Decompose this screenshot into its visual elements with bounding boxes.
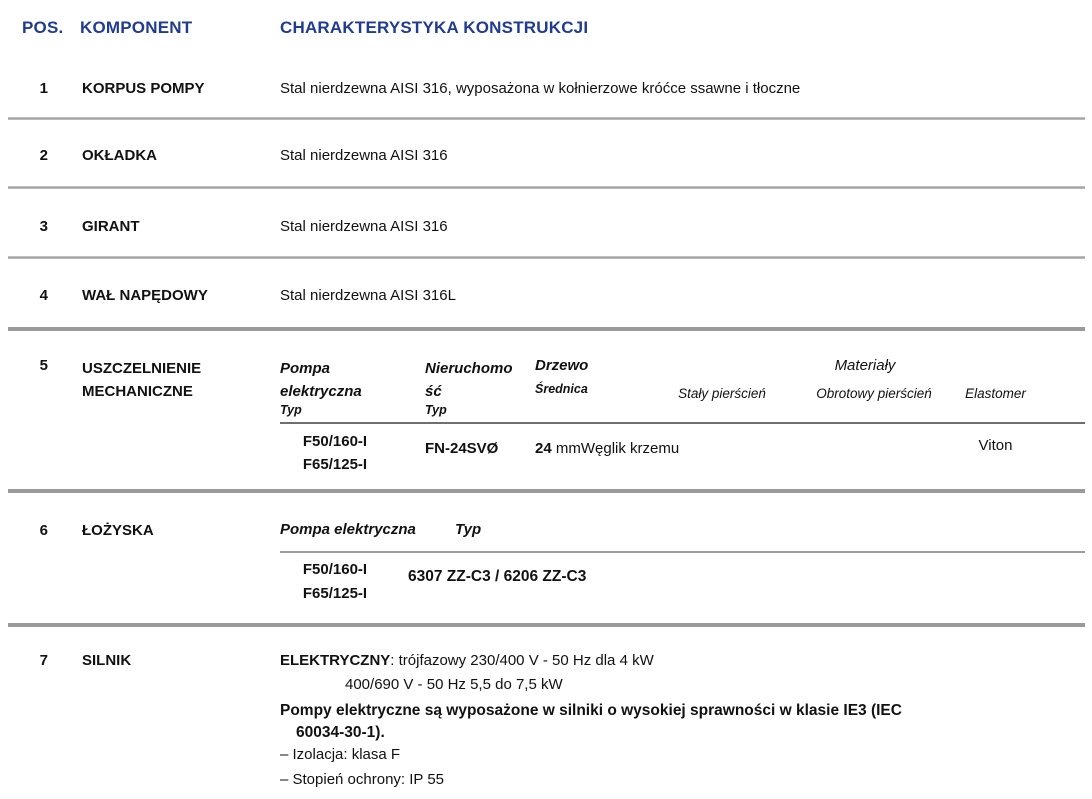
row-pos-number: 4 <box>39 287 48 304</box>
row-pos-number: 6 <box>39 522 48 539</box>
bearings-col-pump-header: Pompa elektryczna <box>280 521 416 538</box>
section-divider <box>8 327 1085 331</box>
row-pos-number: 3 <box>39 218 48 235</box>
bearings-pump-type-2: F65/125-I <box>302 585 368 602</box>
column-header-komponent: KOMPONENT <box>80 18 193 37</box>
row-pos-number: 2 <box>39 147 48 164</box>
seal-diameter-number: 24 <box>535 440 552 457</box>
bearings-header-rule <box>280 551 1085 553</box>
motor-insulation-line: – Izolacja: klasa F <box>280 746 401 763</box>
motor-electric-label: ELEKTRYCZNY <box>280 652 391 669</box>
seal-stationary-type-value: FN-24SVØ <box>425 440 499 457</box>
bearings-pump-type-values <box>280 558 390 606</box>
seal-col-shaft-header: Drzewo <box>535 357 589 374</box>
section-divider <box>8 623 1085 627</box>
component-name: GIRANT <box>82 218 140 235</box>
seal-col-shaft-subheader: Średnica <box>535 382 588 396</box>
seal-col-stationary-header: Nieruchomość <box>425 360 513 400</box>
row-pos-number: 7 <box>39 652 48 669</box>
seal-materials-group-header: Materiały <box>834 357 896 374</box>
section-divider <box>8 489 1085 493</box>
seal-col-pump-typ-label: Typ <box>280 403 302 417</box>
motor-electric-line1 <box>280 652 654 669</box>
row-divider <box>8 186 1085 189</box>
motor-electric-line2: 400/690 V - 50 Hz 5,5 do 7,5 kW <box>345 676 563 693</box>
motor-protection-line: – Stopień ochrony: IP 55 <box>280 771 445 788</box>
seal-diameter-unit: mm <box>555 440 581 457</box>
seal-pump-type-values <box>280 430 390 476</box>
bearings-type-value: 6307 ZZ-C3 / 6206 ZZ-C3 <box>408 568 587 585</box>
seal-col-pump-header: Pompa elektryczna <box>280 360 362 400</box>
row-pos-number: 1 <box>39 80 48 97</box>
seal-fixed-ring-material: Węglik krzemu <box>580 440 680 457</box>
seal-pump-type-1: F50/160-I <box>302 433 368 450</box>
row-pos-number: 5 <box>39 357 48 374</box>
seal-header-rule <box>280 422 1085 424</box>
row-divider <box>8 117 1085 120</box>
component-name: OKŁADKA <box>82 147 157 164</box>
component-description: Stal nierdzewna AISI 316 <box>280 147 448 164</box>
bearings-col-typ-header: Typ <box>455 521 482 538</box>
bearings-pump-type-1: F50/160-I <box>302 561 368 578</box>
seal-elastomer-value: Viton <box>978 437 1013 454</box>
component-description: Stal nierdzewna AISI 316L <box>280 287 456 304</box>
motor-efficiency-note: Pompy elektryczne są wyposażone w silniki o wysokiej sprawności w klasie IE3 (IEC 60034-30-1). <box>280 702 902 741</box>
seal-col-fixed-ring-header: Stały pierścień <box>678 386 766 401</box>
component-name: SILNIK <box>82 652 132 669</box>
seal-col-stationary-typ-label: Typ <box>425 403 447 417</box>
column-header-pos: POS. <box>22 18 64 37</box>
component-description: Stal nierdzewna AISI 316, wyposażona w kołnierzowe króćce ssawne i tłoczne <box>280 80 801 97</box>
motor-electric-spec: : trójfazowy 230/400 V - 50 Hz dla 4 kW <box>390 652 654 669</box>
component-name: USZCZELNIENIE MECHANICZNE <box>82 360 202 400</box>
column-header-charakterystyka: CHARAKTERYSTYKA KONSTRUKCJI <box>280 18 589 37</box>
component-name: KORPUS POMPY <box>82 80 205 97</box>
seal-col-rotating-ring-header: Obrotowy pierścień <box>816 386 932 401</box>
component-name: ŁOŻYSKA <box>82 522 154 539</box>
seal-col-elastomer-header: Elastomer <box>965 386 1026 401</box>
row-divider <box>8 256 1085 259</box>
seal-pump-type-2: F65/125-I <box>302 456 368 473</box>
component-name: WAŁ NAPĘDOWY <box>82 287 208 304</box>
seal-shaft-diameter-value <box>535 440 679 457</box>
component-description: Stal nierdzewna AISI 316 <box>280 218 448 235</box>
